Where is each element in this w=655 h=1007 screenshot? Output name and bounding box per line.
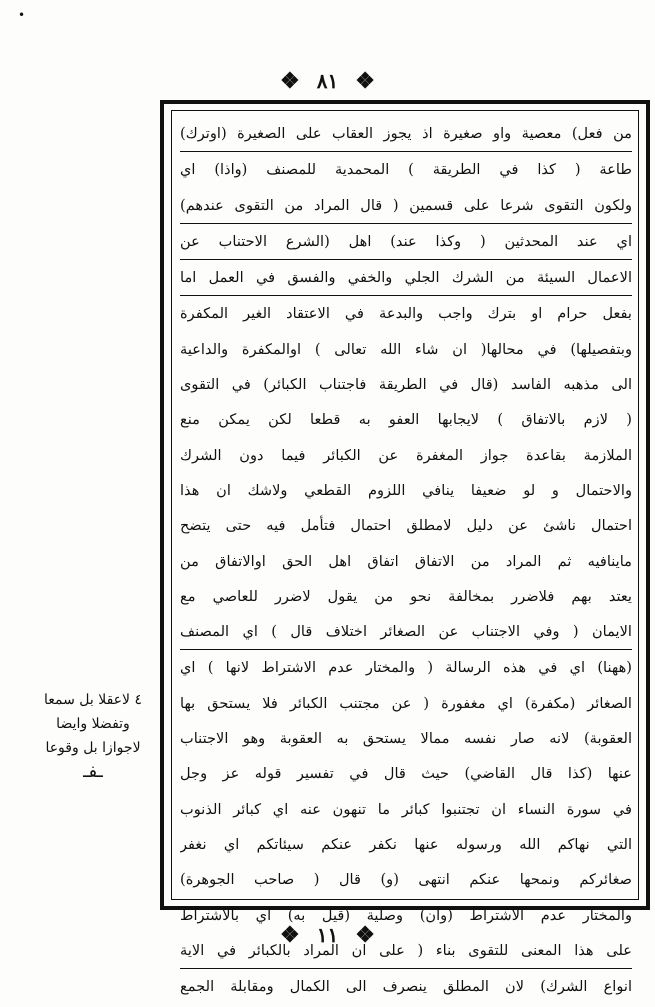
header-page-number: ٨١ xyxy=(316,69,339,93)
text-line: اي عند المحدثين ( وكذا عند) اهل (الشرع الاحتناب عن xyxy=(180,224,632,260)
margin-note-line: لاجوازا بل وقوعا xyxy=(45,740,141,756)
text-line: بفعل حرام او بترك واجب والبدعة في الاعتقاد الغير المكفرة xyxy=(180,305,632,323)
text-line: احتمال ناشئ عن دليل لامطلق احتمال فتأمل فيه حتى يتضح xyxy=(180,517,632,535)
corner-mark: • xyxy=(18,8,26,22)
text-line: من فعل) معصية واو صغيرة اذ يجوز العقاب على الصغيرة (اوترك) xyxy=(180,116,632,152)
ornament-right-icon: ❖ xyxy=(355,68,375,94)
text-line: الى مذهبه الفاسد (قال في الطريقة فاجتناب الكبائر) في التقوى xyxy=(180,376,632,394)
text-line: ماينافيه ثم المراد من الاتفاق اتفاق اهل الحق اوالاتفاق من xyxy=(180,552,632,570)
text-line: انواع الشرك) لان المطلق ينصرف الى الكمال ومقابلة الجمع xyxy=(180,978,632,996)
margin-note-line: ٤ لاعقلا بل سمعا xyxy=(44,692,142,708)
text-line: ( لازم بالاتفاق ) لايجابها العفو به قطعا لكن يمكن منع xyxy=(180,411,632,429)
ornament-left-icon: ❖ xyxy=(280,922,300,948)
ornament-left-icon: ❖ xyxy=(280,68,300,94)
page-header xyxy=(0,68,655,94)
main-text-block xyxy=(180,116,632,1004)
text-line: وبتفصيلها) في محالها( ان شاء الله تعالى ) اوالمكفرة والداعية xyxy=(180,340,632,358)
page-footer xyxy=(0,922,655,948)
margin-note-line: وتفضلا وايضا xyxy=(56,716,130,732)
text-line: الصغائر (مكفرة) اي مغفورة ( عن مجتنب الكبائر فلا يستحق بها xyxy=(180,694,632,712)
margin-flourish: ـفـ xyxy=(83,761,103,782)
text-line: على هذا المعنى للتقوى بناء ( على ان المراد بالكبائر في الاية xyxy=(180,933,632,969)
text-line: يعتد بهم فلاضرر بمخالفة نحو من يقول لاضرر للعاصي مع xyxy=(180,587,632,605)
text-line: التي نهاكم الله ورسوله عنها نكفر عنكم سيئاتكم اي نغفر xyxy=(180,835,632,853)
text-line: في سورة النساء ان تجتنبوا كبائر ما تنهون عنه اي كبائر الذنوب xyxy=(180,800,632,818)
text-line: الايمان ( وفي الاجتناب عن الصغائر اختلاف قال ) اي المصنف xyxy=(180,614,632,650)
text-line: والاحتمال و لو ضعيفا ينافي اللزوم القطعي ولاشك ان هذا xyxy=(180,481,632,499)
ornament-right-icon: ❖ xyxy=(355,922,375,948)
text-line: العقوبة) لانه صار نفسه ممالا يستحق به العقوبة وهو الاجتناب xyxy=(180,730,632,748)
text-line: صغائركم ونمحها عنكم انتهى (و) قال ( صاحب الجوهرة) xyxy=(180,871,632,889)
text-line: عنها (كذا قال القاضي) حيث قال في تفسير قوله عز وجل xyxy=(180,765,632,783)
text-line: (ههنا) اي في هذه الرسالة ( والمختار عدم الاشتراط لانها ) اي xyxy=(180,659,632,677)
text-line: طاعة ( كذا في الطريقة ) المحمدية للمصنف (واذا) اي xyxy=(180,161,632,179)
text-line: الملازمة بقاعدة جواز المغفرة عن الكبائر فيما دون الشرك xyxy=(180,446,632,464)
text-line: ولكون التقوى شرعا على قسمين ( قال المراد من التقوى عندهم) xyxy=(180,188,632,224)
text-line: والمختار عدم الاشتراط (وان) وصلية (قيل به) اي بالاشتراط xyxy=(180,906,632,924)
margin-note xyxy=(18,688,168,784)
footer-page-number: ١١ xyxy=(316,923,339,947)
text-line: الاعمال السيئة من الشرك الجلي والخفي والفسق في العمل اما xyxy=(180,260,632,296)
